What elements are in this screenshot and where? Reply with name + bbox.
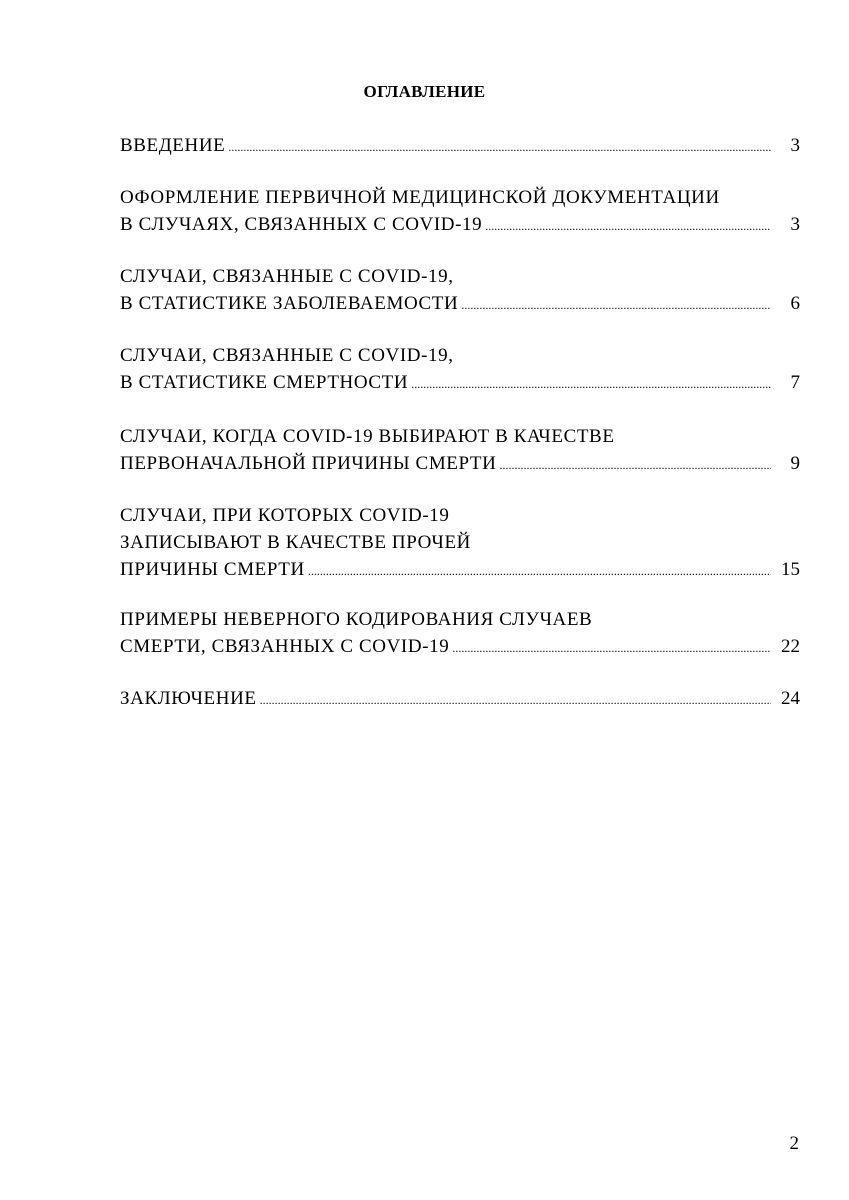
toc-entry-line [120, 633, 800, 660]
toc-entry-line [120, 290, 800, 317]
toc-entry-title: ВВЕДЕНИЕ [120, 135, 226, 156]
toc-entry[interactable] [120, 685, 800, 712]
toc-entry-title: В СТАТИСТИКЕ ЗАБОЛЕВАЕМОСТИ [120, 293, 459, 314]
toc-entry-title: ЗАКЛЮЧЕНИЕ [120, 688, 257, 709]
toc-entry[interactable] [120, 184, 800, 238]
toc-entry-line [120, 132, 800, 159]
toc-page-number: 3 [790, 135, 800, 156]
toc-page-number: 7 [790, 372, 800, 393]
toc-entry-line [120, 685, 800, 712]
toc-entry-title: ЗАПИСЫВАЮТ В КАЧЕСТВЕ ПРОЧЕЙ [120, 532, 471, 553]
dot-leader [228, 134, 771, 161]
dot-leader [411, 371, 771, 398]
toc-entry-title: СЛУЧАИ, СВЯЗАННЫЕ С COVID-19, [120, 345, 454, 366]
toc-page-number: 15 [781, 559, 800, 580]
toc-entry[interactable] [120, 423, 800, 477]
dot-leader [461, 292, 771, 319]
toc-entry-line [120, 556, 800, 583]
toc-page-number: 22 [781, 636, 800, 657]
toc-page-number: 3 [790, 214, 800, 235]
toc-entry-title: СМЕРТИ, СВЯЗАННЫХ С COVID-19 [120, 636, 450, 657]
toc-page-number: 6 [790, 293, 800, 314]
toc-entry[interactable] [120, 606, 800, 660]
toc-entry-title: ПЕРВОНАЧАЛЬНОЙ ПРИЧИНЫ СМЕРТИ [120, 453, 497, 474]
dot-leader [499, 452, 771, 479]
dot-leader [308, 558, 771, 585]
toc-entry-title: В СЛУЧАЯХ, СВЯЗАННЫХ С COVID-19 [120, 214, 483, 235]
toc-entry-line [120, 211, 800, 238]
dot-leader [485, 213, 771, 240]
toc-entry-title: В СТАТИСТИКЕ СМЕРТНОСТИ [120, 372, 409, 393]
toc-page-number: 24 [781, 688, 800, 709]
toc-entry-title: СЛУЧАИ, ПРИ КОТОРЫХ COVID-19 [120, 505, 450, 526]
page-number: 2 [789, 1133, 799, 1154]
toc-entry-title: СЛУЧАИ, СВЯЗАННЫЕ С COVID-19, [120, 266, 454, 287]
toc-page-number: 9 [790, 453, 800, 474]
page-title: ОГЛАВЛЕНИЕ [363, 82, 486, 101]
toc-entry-line [120, 369, 800, 396]
dot-leader [260, 687, 771, 714]
toc-entry[interactable] [120, 342, 800, 396]
toc-entry-title: ОФОРМЛЕНИЕ ПЕРВИЧНОЙ МЕДИЦИНСКОЙ ДОКУМЕНТАЦИИ [120, 187, 720, 208]
toc-entry-title: ПРИМЕРЫ НЕВЕРНОГО КОДИРОВАНИЯ СЛУЧАЕВ [120, 609, 593, 630]
toc-entry[interactable] [120, 502, 800, 583]
toc-entry[interactable] [120, 132, 800, 159]
toc-entry-line [120, 450, 800, 477]
toc-entry-title: СЛУЧАИ, КОГДА COVID-19 ВЫБИРАЮТ В КАЧЕСТВЕ [120, 426, 615, 447]
toc-entry[interactable] [120, 263, 800, 317]
dot-leader [452, 635, 771, 662]
toc-entry-title: ПРИЧИНЫ СМЕРТИ [120, 559, 305, 580]
